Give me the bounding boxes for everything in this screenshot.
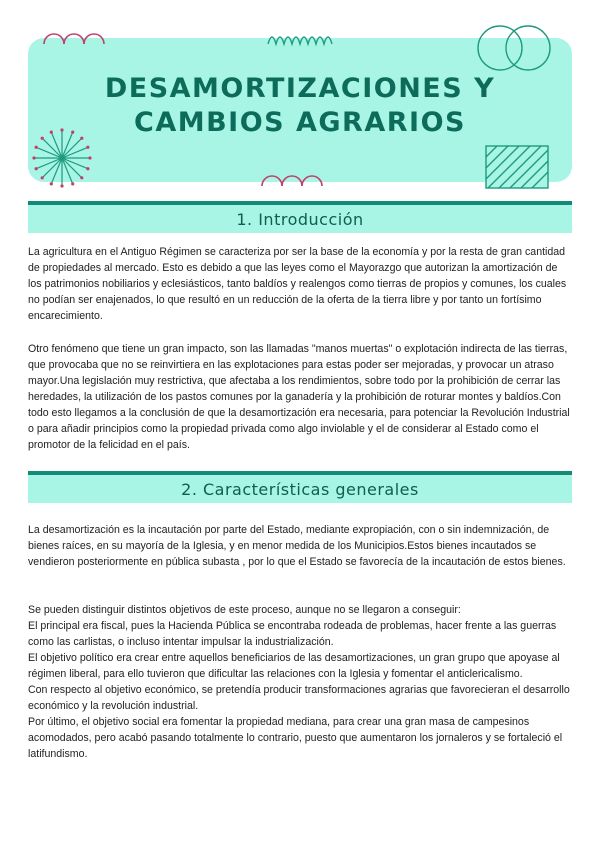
paragraph: Se pueden distinguir distintos objetivos de este proceso, aunque no se llegaron a conseguir: El principal era fiscal, pues la Hacienda Pública se encontraba rodeada de problemas, hacer frente a las guerras como las carlistas, o incluso intentar impulsar la industrialización. El objetivo político era crear entre aquellos beneficiarios de las desamortizaciones, un gran grupo que apoyase al régimen liberal, para ello tuvieron que dificultar las relaciones con la Iglesia y fomentar el anticlericalismo. Con respecto al objetivo económico, se pretendía producir transformaciones agrarias que favorecieran el desarrollo económico y la revolución industrial. Por último, el objetivo social era fomentar la propiedad mediana, para crear una gran masa de campesinos acomodados, pero acabó pasando totalmente lo contrario, puesto que aumentaron los jornaleros y se fortaleció el latifundismo. <box>28 604 570 760</box>
section-heading-text: 1. Introducción <box>236 209 364 229</box>
striped-square-icon <box>486 146 548 188</box>
arcs-icon <box>44 34 104 44</box>
squiggle-icon <box>268 37 332 44</box>
circles-icon <box>478 26 550 70</box>
section-heading-caracteristicas <box>28 471 572 503</box>
section-heading-text: 2. Características generales <box>181 479 419 499</box>
paragraph: La desamortización es la incautación por parte del Estado, mediante expropiación, con o sin indemnización, de bienes raíces, en su mayoría de la Iglesia, y en menor medida de los Municipios.Estos bienes incautados se vendieron posteriormente en pública subasta , por lo que el Estado se favorecía de la incautación de estos bienes. <box>28 524 566 568</box>
paragraph: Otro fenómeno que tiene un gran impacto, son las llamadas "manos muertas" o explotación indirecta de las tierras, que provocaba que no se reinvirtiera en las explotaciones para estas poder ser mejoradas, y provocar un atraso mayor.Una legislación muy restrictiva, que afectaba a los rendimientos, sobre todo por la prohibición de cerrar las heredades, la utilización de los pastos comunes por la ganadería y la prohibición de roturar montes y baldíos.Con todo esto llegamos a la conclusión de que la desamortización era necesaria, para potenciar la Revolución Industrial o para añadir principios como la propiedad privada como algo inviolable y el de considerar al Estado como el promotor de la felicidad en el país. <box>28 343 570 451</box>
bumps-icon <box>262 176 322 186</box>
section-heading-introduccion <box>28 201 572 233</box>
paragraph: La agricultura en el Antiguo Régimen se caracteriza por ser la base de la economía y por la resta de gran cantidad de propiedades al mercado. Esto es debido a que las leyes como el Mayorazgo que autorizan la amortización de los patrimonios nobiliarios y eclesiásticos, tanto baldíos y realengos como tierras de propios y comunes, los cuales no podían ser enajenados, lo que resultó en un reducción de la oferta de la tierra libre y por tanto un fortísimo encarecimiento. <box>28 246 567 322</box>
page-title: DESAMORTIZACIONES Y CAMBIOS AGRARIOS <box>104 73 496 138</box>
